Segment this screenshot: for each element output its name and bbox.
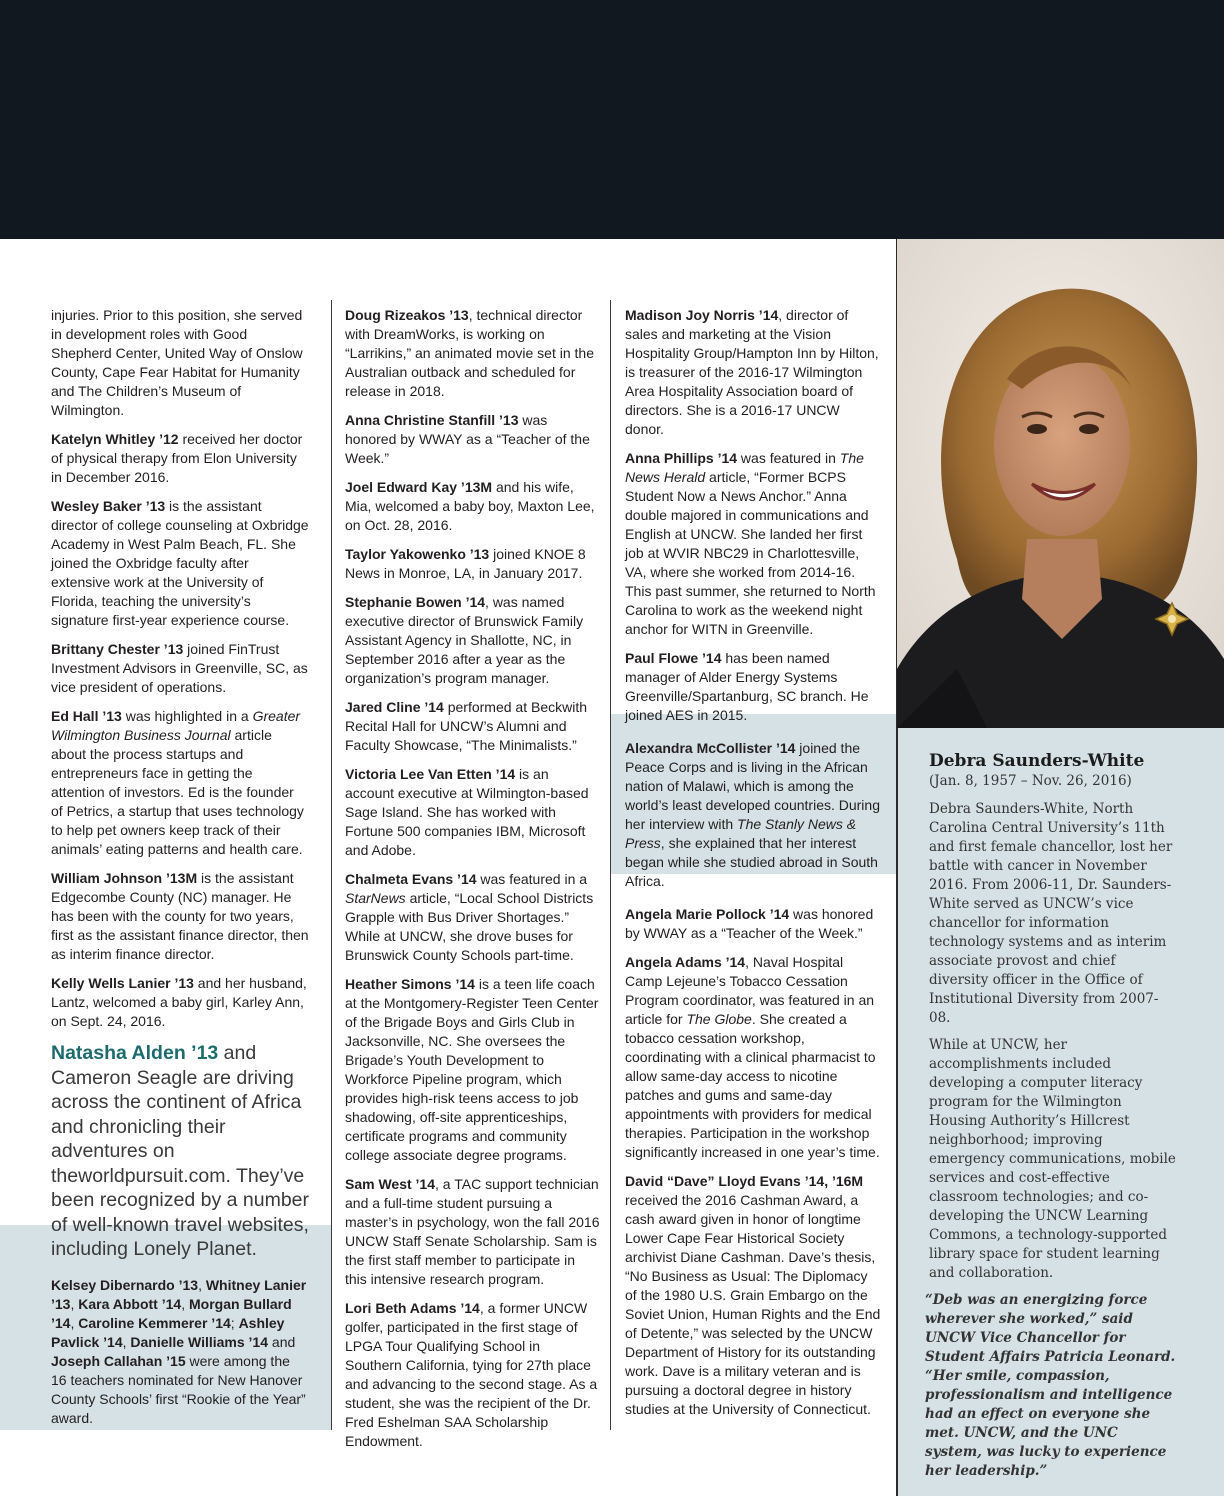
note-victoria-lee-van-etten: Victoria Lee Van Etten ’14 is an account executive at Wilmington-based Sage Island. She has worked with Fortune 500 companies IBM, Microsoft and Adobe. <box>345 766 589 858</box>
memorial-name: Debra Saunders-White <box>929 751 1145 771</box>
column-3 <box>625 306 882 1429</box>
portrait-photo <box>897 239 1224 728</box>
portrait-illustration <box>897 239 1224 728</box>
column-2 <box>345 306 600 1461</box>
note-ed-hall: Ed Hall ’13 was highlighted in a Greater Wilmington Business Journal article about the process startups and entrepreneurs face in getting the attention of investors. Ed is the founder of Petrics, a startup that uses technology to help pet owners keep track of their animals’ eating patterns and health care. <box>51 708 304 857</box>
note-wesley-baker: Wesley Baker ’13 is the assistant director of college counseling at Oxbridge Academy in West Palm Beach, FL. She joined the Oxbridge faculty after extensive work at the University of Florida, teaching the university’s signature first-year experience course. <box>51 498 309 628</box>
memorial-dates: (Jan. 8, 1957 – Nov. 26, 2016) <box>929 773 1132 789</box>
note-paul-flowe: Paul Flowe ’14 has been named manager of Alder Energy Systems Greenville/Spartanburg, SC branch. He joined AES in 2015. <box>625 650 869 723</box>
note-teachers-nominated: Kelsey Dibernardo ’13, Whitney Lanier ’13, Kara Abbott ’14, Morgan Bullard ’14, Caroline Kemmerer ’14; Ashley Pavlick ’14, Danielle Williams ’14 and Joseph Callahan ’15 were among the 16 teachers nominated for New Hanover County Schools’ first “Rookie of the Year” award. <box>51 1276 307 1426</box>
note-alexandra-mccollister: Alexandra McCollister ’14 joined the Peace Corps and is living in the African nation of Malawi, which is among the world’s least developed countries. During her interview with The Stanly News & Press, she explained that her interest began while she studied abroad in South Africa. <box>625 740 880 889</box>
note-anna-phillips: Anna Phillips ’14 was featured in The News Herald article, “Former BCPS Student Now a News Anchor.” Anna double majored in communications and English at UNCW. She landed her first job at WVIR NBC29 in Charlottesville, VA, where she worked from 2014-16. This past summer, she returned to North Carolina to work as the weekend night anchor for WITN in Greenville. <box>625 450 876 637</box>
column-1 <box>51 306 309 1438</box>
memorial-text <box>925 750 1179 1489</box>
continued-paragraph: injuries. Prior to this position, she served in development roles with Good Shepherd Center, United Way of Onslow County, Cape Fear Habitat for Humanity and The Children’s Museum of Wilmington. <box>51 307 303 418</box>
note-angela-marie-pollock: Angela Marie Pollock ’14 was honored by WWAY as a “Teacher of the Week.” <box>625 906 874 941</box>
note-lori-beth-adams: Lori Beth Adams ’14, a former UNCW golfer, participated in the first stage of LPGA Tour Qualifying School in Southern California, tying for 27th place and advancing to the second stage. As a student, she was the recipient of the Dr. Fred Eshelman SAA Scholarship Endowment. <box>345 1300 598 1449</box>
note-william-johnson: William Johnson ’13M is the assistant Edgecombe County (NC) manager. He has been with the county for two years, first as the assistant finance director, then as interim finance director. <box>51 870 309 962</box>
note-stephanie-bowen: Stephanie Bowen ’14, was named executive director of Brunswick Family Assistant Agency in Shallotte, NC, in September 2016 after a year as the organization’s program manager. <box>345 594 584 686</box>
note-madison-joy-norris: Madison Joy Norris ’14, director of sales and marketing at the Vision Hospitality Group/Hampton Inn by Hilton, is treasurer of the 2016-17 Wilmington Area Hospitality Association board of directors. She is a 2016-17 UNCW donor. <box>625 307 879 437</box>
note-katelyn-whitley: Katelyn Whitley ’12 received her doctor of physical therapy from Elon University in December 2016. <box>51 431 303 485</box>
column-divider-2 <box>610 300 611 1430</box>
memorial-paragraph-1: Debra Saunders-White, North Carolina Central University’s 11th and first female chancellor, lost her battle with cancer in November 2016. From 2006-11, Dr. Saunders-White served as UNCW’s vice chancellor for information technology systems and as interim associate provost and chief diversity officer in the Office of Institutional Diversity from 2007-08. <box>929 801 1173 1026</box>
note-angela-adams: Angela Adams ’14, Naval Hospital Camp Lejeune’s Tobacco Cessation Program coordinator, was featured in an article for The Globe. She created a tobacco cessation workshop, coordinating with a clinical pharmacist to allow same-day access to nicotine patches and gums and same-day appointments with providers for medical therapies. Participation in the workshop significantly increased in one year’s time. <box>625 954 880 1160</box>
column-divider-1 <box>331 300 332 1430</box>
header-band <box>0 0 1224 239</box>
memorial-quote: “Deb was an energizing force wherever she worked,” said UNCW Vice Chancellor for Student Affairs Patricia Leonard. “Her smile, compassion, professionalism and intelligence had an effect on everyone she met. UNCW, and the UNC system, was lucky to experience her leadership.” <box>925 1292 1176 1479</box>
feature-natasha-alden: Natasha Alden ’13 and Cameron Seagle are driving across the continent of Africa and chronicling their adventures on theworldpursuit.com. They’ve been recognized by a number of well-known travel websites, including Lonely Planet. <box>51 1042 310 1260</box>
note-brittany-chester: Brittany Chester ’13 joined FinTrust Investment Advisors in Greenville, SC, as vice president of operations. <box>51 641 308 695</box>
note-jared-cline: Jared Cline ’14 performed at Beckwith Recital Hall for UNCW’s Alumni and Faculty Showcase, “The Minimalists.” <box>345 699 587 753</box>
note-chalmeta-evans: Chalmeta Evans ’14 was featured in a StarNews article, “Local School Districts Grapple with Bus Driver Shortages.” While at UNCW, she drove buses for Brunswick County Schools part-time. <box>345 871 594 963</box>
note-heather-simons: Heather Simons ’14 is a teen life coach at the Montgomery-Register Teen Center of the Brigade Boys and Girls Club in Jacksonville, NC. She oversees the Brigade’s Youth Development to Workforce Pipeline program, which provides high-risk teens access to job shadowing, off-site apprenticeships, certificate programs and community college associate degree programs. <box>345 976 599 1163</box>
note-kelly-wells-lanier: Kelly Wells Lanier ’13 and her husband, Lantz, welcomed a baby girl, Karley Ann, on Sept. 24, 2016. <box>51 975 307 1029</box>
note-joel-edward-kay: Joel Edward Kay ’13M and his wife, Mia, welcomed a baby boy, Maxton Lee, on Oct. 28, 2016. <box>345 479 595 533</box>
note-anna-christine-stanfill: Anna Christine Stanfill ’13 was honored by WWAY as a “Teacher of the Week.” <box>345 412 590 466</box>
note-sam-west: Sam West ’14, a TAC support technician and a full-time student pursuing a master’s in psychology, won the fall 2016 UNCW Staff Senate Scholarship. Sam is the first staff member to participate in this intensive research program. <box>345 1176 600 1287</box>
note-taylor-yakowenko: Taylor Yakowenko ’13 joined KNOE 8 News in Monroe, LA, in January 2017. <box>345 546 586 581</box>
note-doug-rizeakos: Doug Rizeakos ’13, technical director with DreamWorks, is working on “Larrikins,” an animated movie set in the Australian outback and scheduled for release in 2018. <box>345 307 594 399</box>
memorial-paragraph-2: While at UNCW, her accomplishments included developing a computer literacy program for the Wilmington Housing Authority’s Hillcrest neighborhood; improving emergency communications, mobile services and cost-effective classroom technologies; and co-developing the UNCW Learning Commons, a technology-supported library space for student learning and collaboration. <box>929 1037 1176 1281</box>
note-david-lloyd-evans: David “Dave” Lloyd Evans ’14, ’16M received the 2016 Cashman Award, a cash award given in honor of longtime Lower Cape Fear Historical Society archivist Diane Cashman. Dave’s thesis, “No Business as Usual: The Diplomacy of the 1980 U.S. Grain Embargo on the Soviet Union, Human Rights and the End of Detente,” was selected by the UNCW Department of History for its outstanding work. Dave is a military veteran and is pursuing a doctoral degree in history studies at the University of Connecticut. <box>625 1173 881 1417</box>
